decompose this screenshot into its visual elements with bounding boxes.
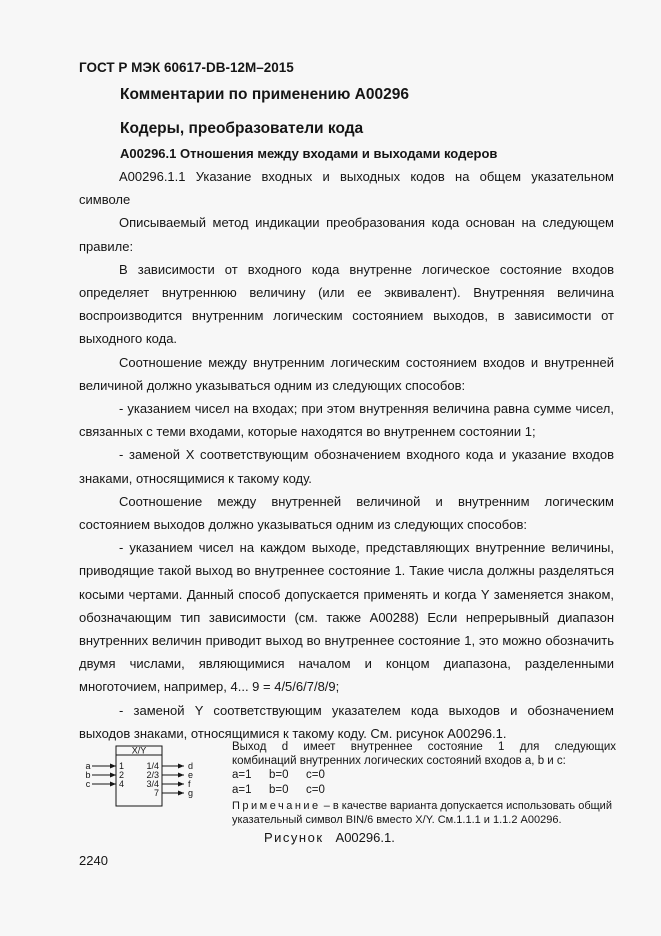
output-values-e: 2/3 — [146, 770, 159, 780]
input-arrow-c — [110, 782, 116, 787]
input-name-c: c — [85, 779, 91, 789]
combination-value: b=0 — [269, 769, 289, 782]
input-name-a: a — [85, 761, 91, 771]
output-arrow-d — [178, 764, 184, 769]
note-label: Примечание — [232, 799, 321, 812]
output-arrow-e — [178, 773, 184, 778]
symbol-title: X/Y — [131, 745, 147, 756]
paragraph: Описываемый метод индикации преобразования кода основан на следующем правиле: — [79, 215, 614, 254]
figure-area — [80, 740, 620, 850]
input-arrow-a — [110, 764, 116, 769]
input-weight-b: 2 — [119, 770, 125, 780]
code-converter-symbol — [80, 744, 200, 808]
output-name-f: f — [188, 779, 191, 789]
caption-label: Рисунок — [264, 830, 324, 846]
figure-caption — [264, 831, 616, 845]
combination-row — [232, 783, 616, 797]
combination-row — [232, 768, 616, 782]
input-name-b: b — [85, 770, 91, 780]
output-arrow-g — [178, 791, 184, 796]
combination-value: a=1 — [232, 769, 252, 782]
paragraph: Соотношение между внутренней величиной и внутренним логическим состоянием выходов должно указываться одним из следующих способов: — [79, 493, 614, 533]
figure-description — [232, 740, 616, 845]
output-name-g: g — [188, 788, 194, 798]
paragraph: Соотношение между внутренним логическим состоянием входов и внутренней величиной должно указываться одним из следующих способов: — [79, 354, 614, 393]
output-values-f: 3/4 — [146, 779, 159, 789]
output-values-g: 7 — [153, 788, 159, 798]
combination-value: a=1 — [232, 783, 252, 796]
subsection-heading: A00296.1 Отношения между входами и выходами кодеров — [120, 146, 498, 161]
caption-number: A00296.1. — [335, 830, 395, 846]
combination-value: c=0 — [306, 783, 325, 796]
output-arrow-f — [178, 782, 184, 787]
section-subtitle: Кодеры, преобразователи кода — [120, 120, 364, 137]
note-text: – в качестве варианта допускается использовать общий указательный символ BIN/6 вместо X/Y. См.1.1.1 и 1.1.2 A00296. — [232, 799, 612, 827]
input-arrow-b — [110, 773, 116, 778]
output-values-d: 1/4 — [146, 761, 159, 771]
output-name-e: e — [188, 770, 194, 780]
combination-value: c=0 — [306, 769, 325, 782]
combination-value: b=0 — [269, 783, 289, 796]
body-text — [79, 165, 614, 745]
paragraph: - заменой X соответствующим обозначением входного кода и указание входов знаками, относящимися к такому коду. — [79, 447, 614, 486]
section-title: Комментарии по применению A00296 — [120, 86, 409, 103]
paragraph: - заменой Y соответствующим указателем кода выходов и обозначением выходов знаками, относящимися к такому коду. См. рисунок A00296.1. — [79, 702, 614, 741]
paragraph: В зависимости от входного кода внутренне логическое состояние входов определяет внутреннюю величину (или ее эквивалент). Внутренняя величина воспроизводится внутренним логическим состоянием выходов, в зависимости от выходного кода. — [79, 261, 614, 347]
paragraph: A00296.1.1 Указание входных и выходных кодов на общем указательном символе — [79, 169, 614, 208]
input-weight-a: 1 — [119, 761, 125, 771]
description-line-2: комбинаций внутренних логических состояний входов a, b и c: — [232, 755, 566, 768]
description-line-1: Выход d имеет внутреннее состояние 1 для следующих — [232, 741, 616, 753]
paragraph: - указанием чисел на каждом выходе, представляющих внутренние величины, приводящие такой выход во внутреннее состояние 1. Такие числа должны разделяться косыми чертами. Данный способ допускается применять и когда Y заменяется знаком, обозначающим тип зависимости (см. также A00288) Если непрерывный диапазон внутренних величин приводит выход во внутреннее состояние 1, это можно обозначить двумя числами, являющимися началом и концом диапазона, разделенными многоточием, например, 4... 9 = 4/5/6/7/8/9; — [79, 540, 614, 695]
document-header: ГОСТ Р МЭК 60617-DB-12M–2015 — [79, 60, 294, 75]
input-weight-c: 4 — [119, 779, 125, 789]
output-name-d: d — [188, 761, 194, 771]
page-number: 2240 — [79, 853, 108, 868]
figure-note — [232, 799, 616, 827]
paragraph: - указанием чисел на входах; при этом внутренняя величина равна сумме чисел, связанных с теми входами, которые находятся во внутреннем состоянии 1; — [79, 401, 614, 440]
